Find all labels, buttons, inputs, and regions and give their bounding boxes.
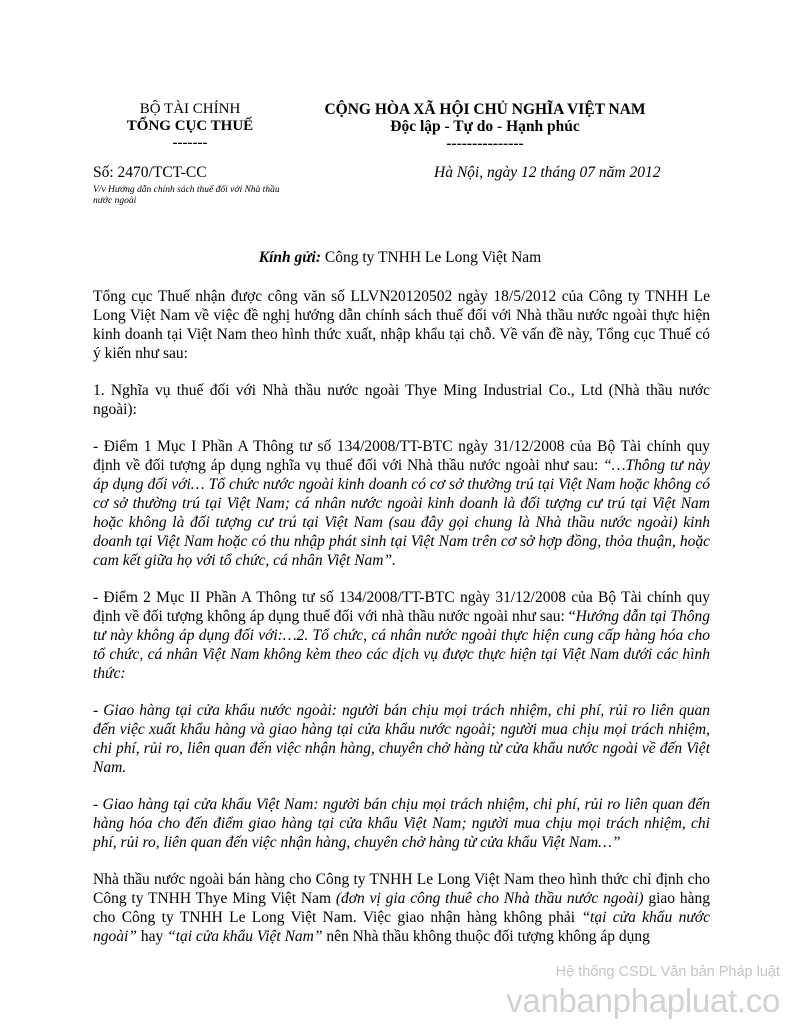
national-motto-block [300,101,670,152]
issuer-divider: ------- [172,135,208,151]
country-name: CỘNG HÒA XÃ HỘI CHỦ NGHĨA VIỆT NAM [324,101,646,118]
conclusion-text-c: giao hàng cho Công ty TNHH Le Long Việt Nam. Việc giao nhận hàng không phải [93,890,710,926]
motto-divider: --------------- [446,135,524,152]
conclusion-text-g: nên Nhà thầu không thuộc đối tượng không áp dụng [322,928,650,945]
ministry-name: BỘ TÀI CHÍNH [139,101,241,117]
conclusion-text-a: Nhà thầu nước ngoài bán hàng cho Công ty TNHH Le Long Việt Nam theo hình thức chỉ định cho Công ty TNHH Thye Ming Việt Nam [93,871,710,907]
paragraph-point-1-text: - Điểm 1 Mục I Phần A Thông tư số 134/2008/TT-BTC ngày 31/12/2008 của Bộ Tài chính quy định về đối tượng áp dụng nghĩa vụ thuế đối với Nhà thầu nước ngoài như sau: [93,438,710,474]
paragraph-conclusion [93,870,710,946]
document-subject: V/v Hướng dẫn chính sách thuế đối với Nhà thầu nước ngoài [93,185,280,206]
recipient-name: Công ty TNHH Le Long Việt Nam [324,249,542,266]
paragraph-section-1: 1. Nghĩa vụ thuế đối với Nhà thầu nước ngoài Thye Ming Industrial Co., Ltd (Nhà thầu nước ngoài): [93,382,710,418]
paragraph-point-1 [93,437,710,570]
department-name: TỔNG CỤC THUẾ [126,118,254,134]
recipient-label: Kính gửi: [258,249,322,266]
conclusion-text-f: “tại cửa khẩu Việt Nam” [167,928,323,945]
conclusion-text-d: “tại cửa khẩu nước ngoài” [93,909,710,945]
paragraph-point-2 [93,588,710,683]
watermark-caption: Hệ thống CSDL Văn bản Pháp luật [555,964,780,980]
motto: Độc lập - Tự do - Hạnh phúc [390,118,580,135]
paragraph-point-2-quote: Hướng dẫn tại Thông tư này không áp dụng đối với:…2. Tổ chức, cá nhân nước ngoài thực hiện cung cấp hàng hóa cho tổ chức, cá nhân Việt Nam không kèm theo các dịch vụ được thực hiện tại Việt Nam dưới các hình thức: [93,608,711,682]
conclusion-text-b: (đơn vị gia công thuê cho Nhà thầu nước ngoài) [335,890,644,907]
document-date: Hà Nội, ngày 12 tháng 07 năm 2012 [434,164,661,181]
conclusion-text-e: hay [136,928,168,945]
paragraph-point-2-text: - Điểm 2 Mục II Phần A Thông tư số 134/2008/TT-BTC ngày 31/12/2008 của Bộ Tài chính quy định về đối tượng không áp dụng thuế đối với nhà thầu nước ngoài như sau: “ [93,589,710,625]
letter-body [93,287,710,964]
paragraph-point-1-quote: “…Thông tư này áp dụng đối với… Tổ chức nước ngoài kinh doanh có cơ sở thường trú tại Việt Nam hoặc không có cơ sở thường trú tại Việt Nam; cá nhân nước ngoài kinh doanh là đối tượng cư trú tại Việt Nam hoặc không là đối tượng cư trú tại Việt Nam (sau đây gọi chung là Nhà thầu nước ngoài) kinh doanh tại Việt Nam hoặc có thu nhập phát sinh tại Việt Nam trên cơ sở hợp đồng, thỏa thuận, hoặc cam kết giữa họ với tổ chức, cá nhân Việt Nam”. [93,457,710,569]
watermark-site: vanbanphapluat.co [506,982,780,1019]
document-number: Số: 2470/TCT-CC [93,164,207,181]
paragraph-intro: Tổng cục Thuế nhận được công văn số LLVN20120502 ngày 18/5/2012 của Công ty TNHH Le Long Việt Nam về việc đề nghị hướng dẫn chính sách thuế đối với Nhà thầu nước ngoài thực hiện kinh doanh tại Việt Nam theo hình thức xuất, nhập khẩu tại chỗ. Về vấn đề này, Tổng cục Thuế có ý kiến như sau: [93,288,710,362]
paragraph-foreign-border: - Giao hàng tại cửa khẩu nước ngoài: người bán chịu mọi trách nhiệm, chi phí, rủi ro liên quan đến việc xuất khẩu hàng và giao hàng tại cửa khẩu nước ngoài; người mua chịu mọi trách nhiệm, chi phí, rủi ro, liên quan đến việc nhận hàng, chuyên chở hàng từ cửa khẩu nước ngoài về đến Việt Nam. [93,702,710,776]
paragraph-vietnam-border: - Giao hàng tại cửa khẩu Việt Nam: người bán chịu mọi trách nhiệm, chi phí, rủi ro liên quan đến hàng hóa cho đến điểm giao hàng tại cửa khẩu Việt Nam; người mua chịu mọi trách nhiệm, chi phí, rủi ro, liên quan đến việc nhận hàng, chuyên chở hàng từ cửa khẩu Việt Nam…” [93,796,710,851]
recipient-line [0,249,800,267]
issuer-block [105,101,275,152]
